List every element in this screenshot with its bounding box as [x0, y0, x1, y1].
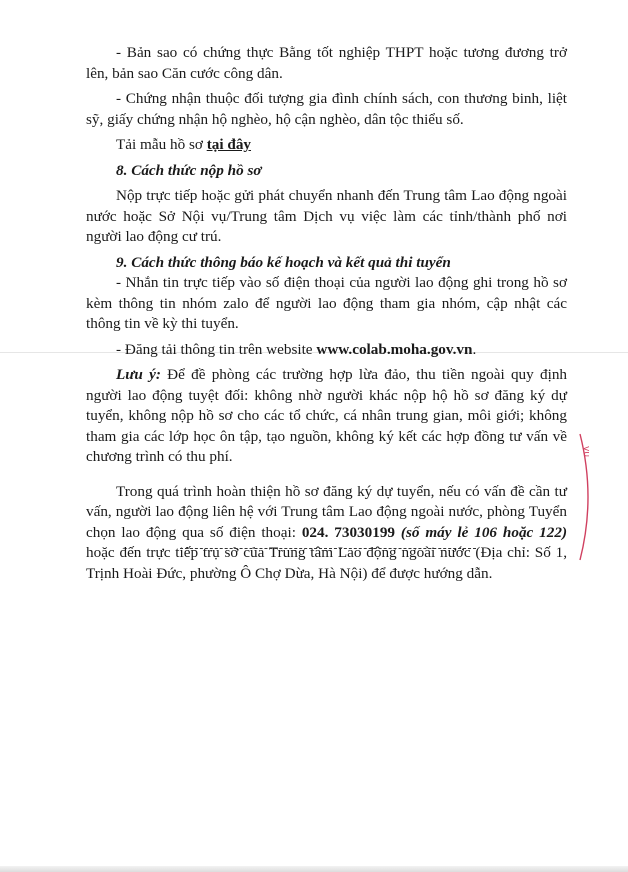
download-form-text: Tải mẫu hồ sơ: [116, 136, 207, 153]
paragraph-submission-method: Nộp trực tiếp hoặc gửi phát chuyển nhanh đến Trung tâm Lao động ngoài nước hoặc Sở Nội vụ/Trung tâm Dịch vụ việc làm các tỉnh/thành phố nơi người lao động cư trú.: [86, 187, 567, 245]
margin-handwritten-note: vu: [581, 446, 591, 458]
website-period: .: [472, 340, 477, 358]
website-text: - Đăng tải thông tin trên website: [116, 340, 317, 358]
end-dashed-separator: [180, 548, 476, 549]
download-form-link[interactable]: tại đây: [206, 136, 252, 153]
paragraph-warning-note: [86, 365, 567, 468]
section-heading-9: 9. Cách thức thông báo kế hoạch và kết quả thi tuyển: [116, 253, 451, 271]
paragraph-contact: [86, 482, 567, 585]
contact-text-a: Trong quá trình hoàn thiện hồ sơ đăng ký dự tuyển, nếu có vấn đề cần tư vấn, người lao động liên hệ với Trung tâm Lao động ngoài nước, phòng Tuyển chọn lao động qua số điện thoại:: [86, 482, 567, 541]
paragraph-website: [86, 340, 567, 361]
page-bottom-edge: [0, 866, 628, 872]
paragraph-download-form: [86, 135, 567, 156]
contact-text-b: hoặc đến trực tiếp trụ sở của Trung tâm Lao động ngoài nước (Địa chỉ: Số 1, Trịnh Hoài Đức, phường Ô Chợ Dừa, Hà Nội) để được hướng dẫn.: [86, 544, 567, 582]
paragraph-id-copy: - Bản sao có chứng thực Bằng tốt nghiệp THPT hoặc tương đương trở lên, bản sao Căn cước công dân.: [86, 44, 567, 82]
contact-extension: (số máy lẻ 106 hoặc 122): [395, 523, 568, 541]
document-body: [86, 43, 567, 584]
note-text: Để đề phòng các trường hợp lừa đảo, thu tiền ngoài quy định người lao động tuyệt đối: không nhờ người khác nộp hộ hồ sơ đăng ký dự tuyển, không nộp hồ sơ cho các tổ chức, cá nhân trung gian, môi giới; không tham gia các lớp học ôn tập, tạo nguồn, không ký kết các hợp đồng tư vấn về chương trình có thu phí.: [86, 366, 568, 465]
paragraph-sms-notice: - Nhắn tin trực tiếp vào số điện thoại của người lao động ghi trong hồ sơ kèm thông tin nhóm zalo để người lao động tham gia nhóm, cập nhật các thông tin về kỳ thi tuyển.: [86, 274, 567, 332]
website-link[interactable]: www.colab.moha.gov.vn: [316, 340, 473, 358]
paragraph-policy-certificate: - Chứng nhận thuộc đối tượng gia đình chính sách, con thương binh, liệt sỹ, giấy chứng nhận hộ nghèo, hộ cận nghèo, dân tộc thiểu số.: [86, 90, 567, 128]
section-heading-8: 8. Cách thức nộp hồ sơ: [116, 161, 262, 179]
note-label: Lưu ý:: [116, 366, 161, 383]
contact-phone: 024. 73030199: [301, 523, 396, 541]
